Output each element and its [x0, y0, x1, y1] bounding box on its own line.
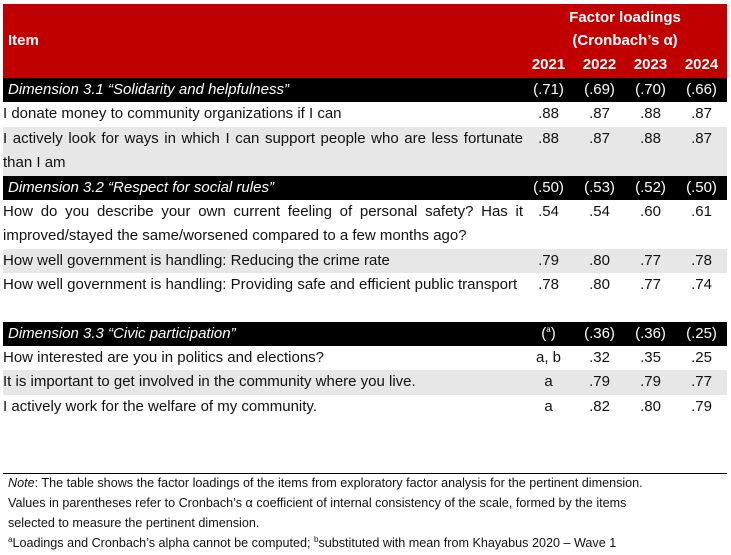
item-text: How well government is handling: Providing safe and efficient public transport — [3, 273, 523, 298]
loading-value: .61 — [676, 200, 727, 249]
alpha-value: (.69) — [574, 78, 625, 102]
footnote-marker: a — [523, 370, 574, 395]
footnote-b-text: substituted with mean from Khayabus 2020 – Wave 1 — [318, 536, 617, 550]
footnote-marker: a, b — [523, 346, 574, 371]
paren-close: ) — [550, 324, 556, 342]
loading-value: .25 — [676, 346, 727, 371]
header-item: Item — [3, 4, 523, 78]
note-line-3: selected to measure the pertinent dimension. — [8, 516, 260, 530]
alpha-value: (.52) — [625, 176, 676, 200]
loading-value: .87 — [574, 102, 625, 127]
item-text: I donate money to community organizations if I can — [3, 102, 523, 127]
header-year-2022: 2022 — [574, 52, 625, 78]
item-text: How interested are you in politics and elections? — [3, 346, 523, 371]
alpha-value: (.71) — [523, 78, 574, 102]
table-row — [3, 395, 727, 420]
loading-value: .80 — [574, 249, 625, 274]
footnote-a-text: Loadings and Cronbach’s alpha cannot be computed; — [12, 536, 314, 550]
table-row — [3, 370, 727, 395]
table-row — [3, 127, 727, 176]
factor-loadings-table — [3, 4, 727, 419]
loading-value: .79 — [625, 370, 676, 395]
paren-open: ( — [541, 324, 547, 342]
loading-value: .78 — [676, 249, 727, 274]
alpha-value: (.50) — [523, 176, 574, 200]
loading-value: .79 — [676, 395, 727, 420]
footnote-a-marker: a — [8, 534, 13, 544]
spacer-row — [3, 298, 727, 322]
loading-value: .74 — [676, 273, 727, 298]
loading-value: .88 — [523, 102, 574, 127]
loading-value: .82 — [574, 395, 625, 420]
header-year-2021: 2021 — [523, 52, 574, 78]
table-row — [3, 102, 727, 127]
header-year-2024: 2024 — [676, 52, 727, 78]
loading-value: .77 — [625, 249, 676, 274]
dimension-label: Dimension 3.1 “Solidarity and helpfulness” — [3, 78, 523, 102]
item-text: It is important to get involved in the community where you live. — [3, 370, 523, 395]
table-row — [3, 200, 727, 249]
table-header-row-1 — [3, 4, 727, 52]
loading-value: .79 — [574, 370, 625, 395]
dimension-row — [3, 322, 727, 346]
loading-value: .35 — [625, 346, 676, 371]
table-row — [3, 346, 727, 371]
loading-value: .87 — [676, 127, 727, 176]
loading-value: .54 — [574, 200, 625, 249]
alpha-value: (.70) — [625, 78, 676, 102]
loading-value: .87 — [676, 102, 727, 127]
footnote-line — [8, 533, 724, 553]
note-line-2: Values in parentheses refer to Cronbach’s α coefficient of internal consistency of the scale, formed by the items — [8, 496, 627, 510]
loading-value: .78 — [523, 273, 574, 298]
note-line-1 — [8, 473, 724, 493]
note-text: : The table shows the factor loadings of the items from exploratory factor analysis for the pertinent dimension. — [34, 476, 643, 490]
alpha-value: (.53) — [574, 176, 625, 200]
footnote-marker: a — [546, 324, 551, 334]
dimension-label: Dimension 3.3 “Civic participation” — [3, 322, 523, 346]
item-text: How well government is handling: Reducing the crime rate — [3, 249, 523, 274]
table-row — [3, 249, 727, 274]
item-text: I actively look for ways in which I can support people who are less fortunate than I am — [3, 127, 523, 176]
dimension-row — [3, 78, 727, 102]
loading-value: .32 — [574, 346, 625, 371]
loading-value: .77 — [676, 370, 727, 395]
alpha-value: (.25) — [676, 322, 727, 346]
footnote-b-marker: b — [314, 534, 319, 544]
dimension-row — [3, 176, 727, 200]
loading-value: .80 — [625, 395, 676, 420]
alpha-value: (.36) — [574, 322, 625, 346]
loading-value: .88 — [625, 127, 676, 176]
alpha-value: (.50) — [676, 176, 727, 200]
dimension-label: Dimension 3.2 “Respect for social rules” — [3, 176, 523, 200]
alpha-value: (.66) — [676, 78, 727, 102]
footnote-marker: a — [523, 395, 574, 420]
alpha-value-2021 — [523, 322, 574, 346]
header-year-2023: 2023 — [625, 52, 676, 78]
loading-value: .87 — [574, 127, 625, 176]
loading-value: .88 — [523, 127, 574, 176]
loading-value: .77 — [625, 273, 676, 298]
loading-value: .79 — [523, 249, 574, 274]
loading-value: .60 — [625, 200, 676, 249]
loading-value: .80 — [574, 273, 625, 298]
header-factor-loadings-line2: (Cronbach’s α) — [572, 32, 678, 49]
loading-value: .54 — [523, 200, 574, 249]
header-factor-loadings-line1: Factor loadings — [569, 9, 681, 26]
note-label: Note — [8, 476, 35, 490]
table-note — [8, 473, 724, 553]
alpha-value: (.36) — [625, 322, 676, 346]
table-row — [3, 273, 727, 298]
loading-value: .88 — [625, 102, 676, 127]
header-factor-loadings — [523, 4, 727, 52]
item-text: I actively work for the welfare of my community. — [3, 395, 523, 420]
item-text: How do you describe your own current feeling of personal safety? Has it improved/stayed the same/worsened compared to a few months ago? — [3, 200, 523, 249]
